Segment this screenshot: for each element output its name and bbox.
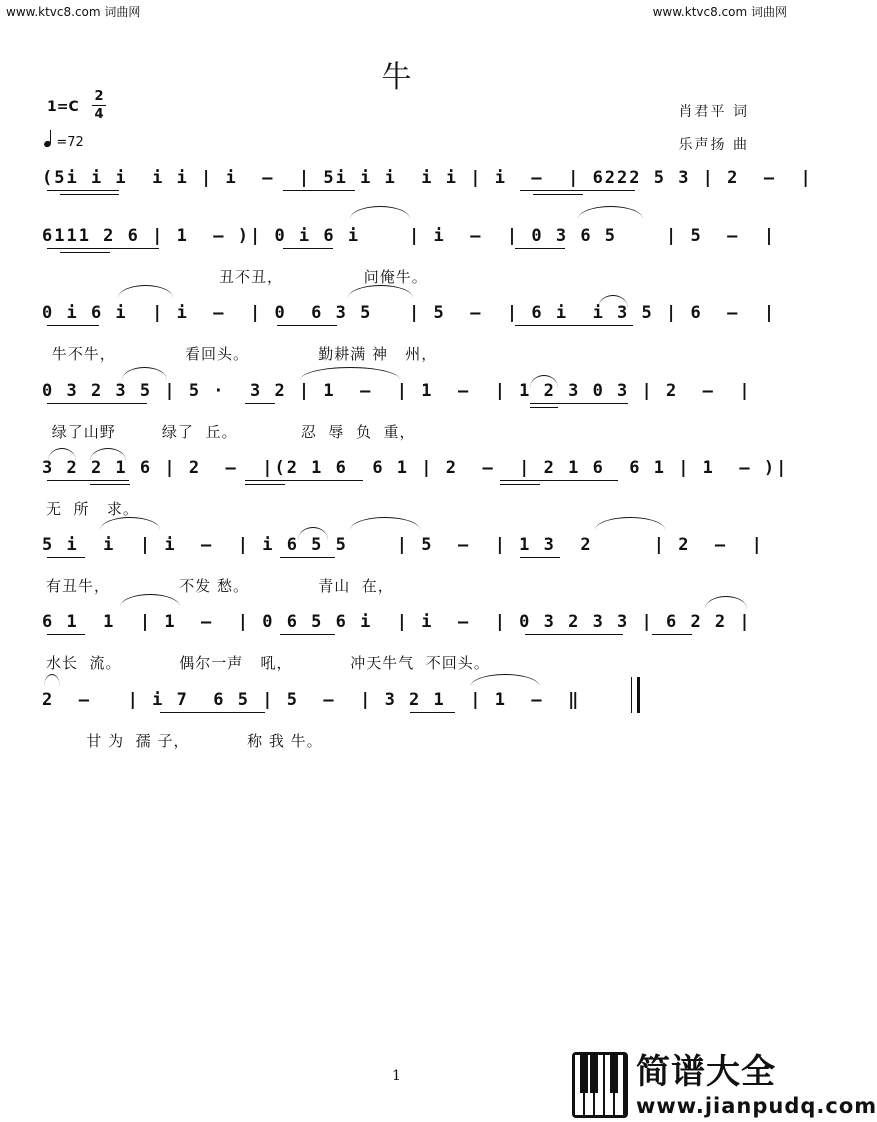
piano-keys-icon bbox=[572, 1052, 628, 1118]
score-row-7 bbox=[0, 612, 793, 682]
notes-line: 2 – | i 7 6 5 | 5 – | 3 2 1 | 1 – ‖ bbox=[42, 690, 581, 710]
time-signature bbox=[92, 89, 106, 122]
lyrics-line: 绿了山野 绿了 丘。 忍 辱 负 重， bbox=[46, 423, 416, 441]
lyricist-credit: 肖君平 词 bbox=[678, 104, 749, 120]
song-title: 牛 bbox=[381, 60, 412, 95]
composer-credit: 乐声扬 曲 bbox=[678, 137, 749, 153]
score-row-4 bbox=[0, 381, 793, 451]
watermark-left: www.ktvc8.com 词曲网 bbox=[6, 5, 141, 19]
site-logo bbox=[572, 1052, 877, 1120]
lyrics-line: 无 所 求。 bbox=[46, 500, 139, 518]
score-row-3 bbox=[0, 303, 793, 373]
key-signature: 1=C bbox=[47, 99, 79, 115]
lyrics-line: 牛不牛， 看回头。 勤耕满 神 州， bbox=[46, 345, 438, 363]
lyrics-line: 甘 为 孺 子， 称 我 牛。 bbox=[46, 732, 323, 750]
logo-url: www.jianpudq.com bbox=[636, 1094, 877, 1118]
lyrics-line: 丑不丑， 问俺牛。 bbox=[46, 268, 428, 286]
time-signature-top: 2 bbox=[94, 89, 104, 104]
notes-line: 0 3 2 3 5 | 5 · 3 2 | 1 – | 1 – | 1 2 3 0 3 | 2 – | bbox=[42, 381, 752, 401]
lyrics-line: 有丑牛， 不发 愁。 青山 在， bbox=[46, 577, 394, 595]
notes-line: 6 1 1 | 1 – | 0 6 5 6 i | i – | 0 3 2 3 3 | 6 2 2 | bbox=[42, 612, 752, 632]
score-row-6 bbox=[0, 535, 793, 605]
page-number: 1 bbox=[392, 1068, 401, 1084]
time-signature-bottom: 4 bbox=[94, 107, 104, 122]
notes-line: 6111 2 6 | 1 – )| 0 i 6 i | i – | 0 3 6 5 | 5 – | bbox=[42, 226, 777, 246]
watermark-right: www.ktvc8.com 词曲网 bbox=[652, 5, 787, 19]
notes-line: 0 i 6 i | i – | 0 6 3 5 | 5 – | 6 i i 3 5 | 6 – | bbox=[42, 303, 777, 323]
notes-line: 5 i i | i – | i 6 5 5 | 5 – | 1 3 2 | 2 – | bbox=[42, 535, 764, 555]
score-row-2 bbox=[0, 226, 793, 296]
score-row-8 bbox=[0, 690, 793, 760]
notes-line: (5i i i i i | i – | 5i i i i i | i – | 6222 5 3 | 2 – | bbox=[42, 168, 813, 188]
tempo-value: =72 bbox=[56, 135, 84, 150]
notes-line: 3 2 2 1 6 | 2 – |(2 1 6 6 1 | 2 – | 2 1 6 6 1 | 1 – )| bbox=[42, 458, 789, 478]
final-barline bbox=[631, 677, 640, 713]
lyrics-line: 水长 流。 偶尔一声 吼， 冲天牛气 不回头。 bbox=[46, 654, 490, 672]
logo-name: 简谱大全 bbox=[636, 1052, 776, 1092]
tempo-marking bbox=[44, 133, 84, 150]
